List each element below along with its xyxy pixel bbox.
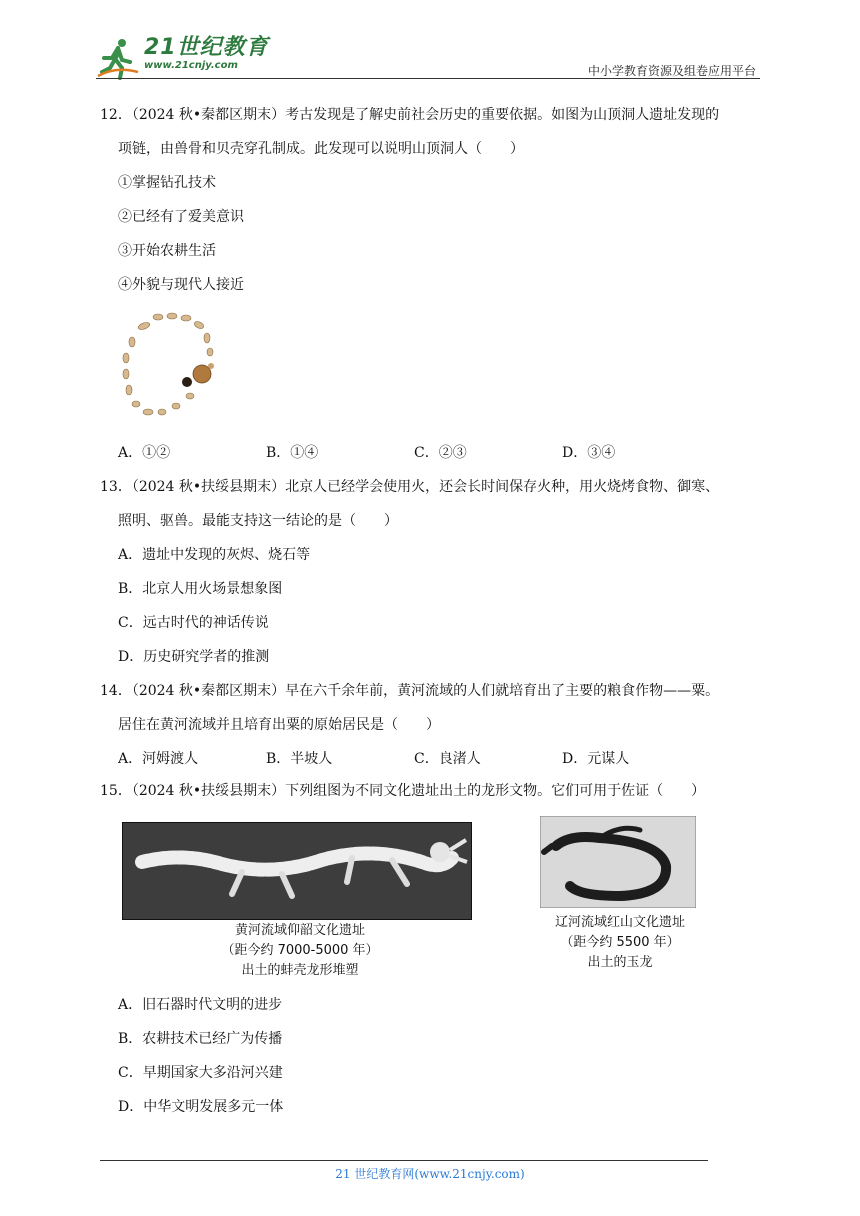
q12-option-b[interactable]: B．①④ — [266, 445, 319, 461]
q13-option-b[interactable]: B．北京人用火场景想象图 — [118, 581, 283, 597]
q13-stem-line1: 13．（2024 秋•扶绥县期末）北京人已经学会使用火，还会长时间保存火种，用火烧烤食物、御寒、 — [100, 479, 720, 495]
q12-item-4: ④外貌与现代人接近 — [118, 277, 244, 293]
q13-option-c[interactable]: C．远古时代的神话传说 — [118, 615, 269, 631]
q12-item-2: ②已经有了爱美意识 — [118, 209, 244, 225]
runner-logo-icon — [96, 36, 140, 80]
q12-item-3: ③开始农耕生活 — [118, 243, 216, 259]
q14-option-b[interactable]: B．半坡人 — [266, 751, 333, 767]
q15-option-a[interactable]: A．旧石器时代文明的进步 — [118, 997, 283, 1013]
jade-dragon-image — [540, 816, 696, 908]
page-header — [96, 36, 760, 80]
site-logo[interactable] — [96, 36, 269, 80]
q15-option-c[interactable]: C．早期国家大多沿河兴建 — [118, 1065, 283, 1081]
q14-option-d[interactable]: D．元谋人 — [562, 751, 630, 767]
q14-stem-line1: 14．（2024 秋•秦都区期末）早在六千余年前，黄河流域的人们就培育出了主要的粮食作物——粟。 — [100, 683, 720, 699]
fig1-caption-line3: 出土的蚌壳龙形堆塑 — [241, 963, 359, 978]
q14-option-c[interactable]: C．良渚人 — [414, 751, 481, 767]
q12-option-a[interactable]: A．①② — [118, 445, 171, 461]
q15-stem-line1: 15．（2024 秋•扶绥县期末）下列组图为不同文化遗址出土的龙形文物。它们可用于佐证（ ） — [100, 783, 706, 799]
fig2-caption-line3: 出土的玉龙 — [587, 955, 653, 970]
q14-option-a[interactable]: A．河姆渡人 — [118, 751, 199, 767]
q12-option-d[interactable]: D．③④ — [562, 445, 616, 461]
necklace-image — [114, 308, 224, 426]
shell-dragon-image — [122, 822, 472, 920]
footer-divider — [100, 1160, 708, 1161]
q12-item-1: ①掌握钻孔技术 — [118, 175, 216, 191]
q13-option-d[interactable]: D．历史研究学者的推测 — [118, 649, 270, 665]
q12-stem-line1: 12．（2024 秋•秦都区期末）考古发现是了解史前社会历史的重要依据。如图为山顶洞人遗址发现的 — [100, 107, 720, 123]
footer-link[interactable]: 21 世纪教育网(www.21cnjy.com) — [335, 1167, 525, 1181]
q15-option-b[interactable]: B．农耕技术已经广为传播 — [118, 1031, 283, 1047]
q13-option-a[interactable]: A．遗址中发现的灰烬、烧石等 — [118, 547, 311, 563]
logo-url-text: www.21cnjy.com — [144, 60, 238, 71]
platform-tagline: 中小学教育资源及组卷应用平台 — [587, 64, 756, 78]
q12-option-c[interactable]: C．②③ — [414, 445, 467, 461]
fig2-caption-line1: 辽河流域红山文化遗址 — [554, 915, 685, 930]
fig1-caption-line1: 黄河流域仰韶文化遗址 — [234, 923, 365, 938]
fig2-caption-line2: （距今约 5500 年） — [560, 935, 680, 950]
logo-brand-text: 21世纪教育 — [144, 35, 269, 60]
q12-stem-line2: 项链，由兽骨和贝壳穿孔制成。此发现可以说明山顶洞人（ ） — [118, 141, 524, 157]
q14-stem-line2: 居住在黄河流域并且培育出粟的原始居民是（ ） — [118, 717, 440, 733]
q13-stem-line2: 照明、驱兽。最能支持这一结论的是（ ） — [118, 513, 398, 529]
header-divider — [96, 78, 760, 79]
fig1-caption-line2: （距今约 7000-5000 年） — [221, 943, 379, 958]
q15-option-d[interactable]: D．中华文明发展多元一体 — [118, 1099, 284, 1115]
